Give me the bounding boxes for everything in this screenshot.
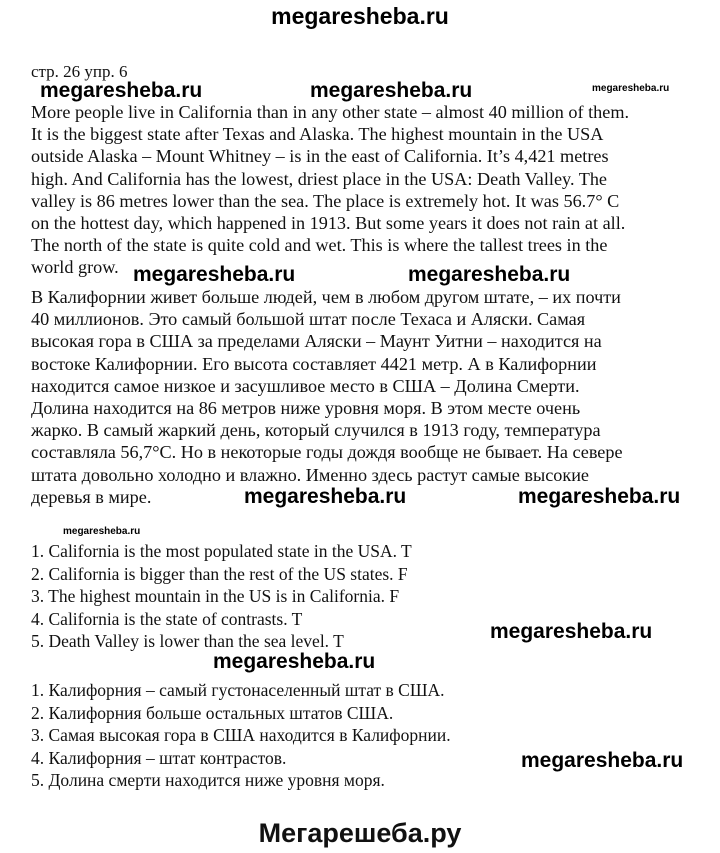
list-item: 3. Самая высокая гора в США находится в Калифорнии. bbox=[31, 725, 451, 745]
list-item: 3. The highest mountain in the US is in California. F bbox=[31, 586, 400, 606]
list-item: 4. California is the state of contrasts. T bbox=[31, 608, 303, 629]
russian-line: жарко. В самый жаркий день, который случился в 1913 году, температура bbox=[31, 420, 601, 441]
watermark: megaresheba.ru bbox=[490, 620, 653, 643]
watermark: megaresheba.ru bbox=[408, 263, 571, 286]
list-item: 2. California is bigger than the rest of the US states. F bbox=[31, 563, 408, 584]
english-line: The north of the state is quite cold and wet. This is where the tallest trees in the bbox=[31, 235, 608, 256]
russian-line: составляла 56,7°С. Но в некоторые годы дождя вообще не бывает. На севере bbox=[31, 442, 623, 463]
list-item: 2. Калифорния больше остальных штатов США. bbox=[31, 702, 394, 723]
list-item: 1. California is the most populated state in the USA. T bbox=[31, 541, 412, 561]
russian-line: В Калифорнии живет больше людей, чем в любом другом штате, – их почти bbox=[31, 287, 621, 307]
english-line: outside Alaska – Mount Whitney – is in the east of California. It’s 4,421 metres bbox=[31, 146, 609, 167]
russian-line: деревья в мире. bbox=[31, 486, 152, 507]
english-line: on the hottest day, which happened in 1913. But some years it does not rain at all. bbox=[31, 212, 626, 233]
watermark: megaresheba.ru bbox=[518, 485, 681, 508]
russian-line: Долина находится на 86 метров ниже уровня моря. В этом месте очень bbox=[31, 397, 581, 418]
russian-line: высокая гора в США за пределами Аляски – Маунт Уитни – находится на bbox=[31, 331, 602, 352]
russian-paragraph bbox=[31, 286, 701, 508]
list-item: 4. Калифорния – штат контрастов. bbox=[31, 747, 287, 768]
watermark: megaresheba.ru bbox=[63, 526, 141, 537]
english-line: valley is 86 metres lower than the sea. The place is extremely hot. It was 56.7° C bbox=[31, 190, 620, 211]
page-reference: стр. 26 упр. 6 bbox=[31, 62, 128, 81]
english-line: world grow. bbox=[31, 257, 119, 278]
russian-line: штата довольно холодно и влажно. Именно здесь растут самые высокие bbox=[31, 464, 590, 485]
english-line: high. And California has the lowest, driest place in the USA: Death Valley. The bbox=[31, 168, 607, 189]
list-item: 5. Death Valley is lower than the sea level. T bbox=[31, 631, 344, 651]
list-item: 5. Долина смерти находится ниже уровня моря. bbox=[31, 770, 385, 790]
watermark: megaresheba.ru bbox=[310, 79, 473, 102]
watermark: megaresheba.ru bbox=[244, 485, 407, 508]
russian-line: находится самое низкое и засушливое место в США – Долина Смерти. bbox=[31, 375, 580, 396]
english-line: More people live in California than in any other state – almost 40 million of them. bbox=[31, 102, 630, 122]
russian-line: востоке Калифорнии. Его высота составляет 4421 метр. А в Калифорнии bbox=[31, 353, 597, 374]
list-item: 1. Калифорния – самый густонаселенный штат в США. bbox=[31, 680, 445, 700]
answers-russian-list bbox=[31, 679, 691, 792]
watermark: megaresheba.ru bbox=[521, 749, 684, 772]
header-watermark: megaresheba.ru bbox=[271, 3, 449, 29]
english-paragraph bbox=[31, 101, 701, 279]
russian-line: 40 миллионов. Это самый большой штат после Техаса и Аляски. Самая bbox=[31, 309, 586, 330]
watermark: megaresheba.ru bbox=[592, 83, 670, 94]
english-line: It is the biggest state after Texas and Alaska. The highest mountain in the USA bbox=[31, 124, 604, 145]
watermark: megaresheba.ru bbox=[40, 79, 203, 102]
watermark: megaresheba.ru bbox=[213, 650, 376, 673]
watermark: megaresheba.ru bbox=[133, 263, 296, 286]
footer-brand: Мегарешеба.ру bbox=[258, 818, 462, 848]
